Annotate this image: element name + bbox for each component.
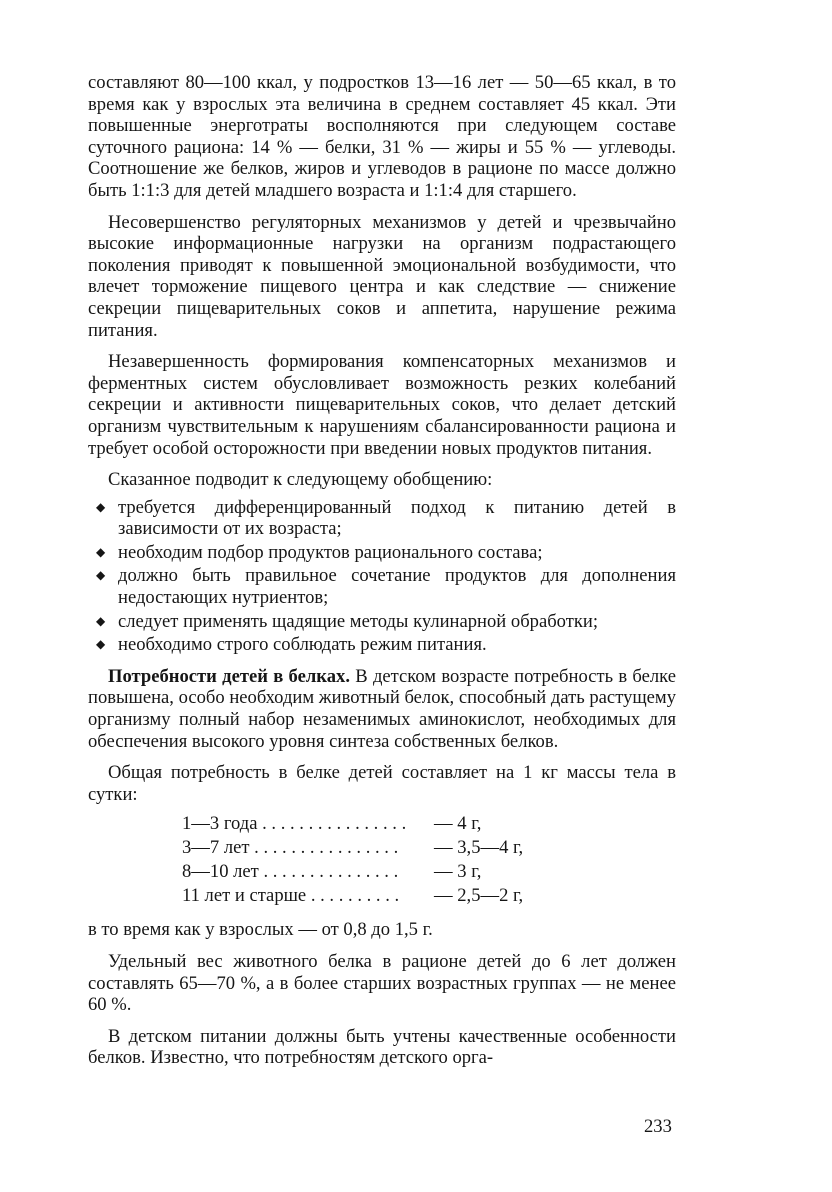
list-item: ◆ требуется дифференцированный подход к питанию детей в зависимости от их возраста; (96, 496, 676, 540)
paragraph-protein-needs: Потребности детей в белках. В детском возрасте потребность в белке повышена, особо необходим животный белок, способный дать растущему организму полный набор незаменимых аминокислот, необходимых для обеспечения высокого уровня синтеза собственных белков. (88, 665, 677, 752)
list-item: ◆ необходимо строго соблюдать режим питания. (96, 634, 487, 656)
summary-list (88, 497, 676, 656)
list-item: ◆ необходим подбор продуктов рационального состава; (96, 541, 543, 563)
paragraph-enzymes: Незавершенность формирования компенсаторных механизмов и ферментных систем обусловливает возможность резких колебаний секреции и активности пищеварительных соков, что делает детский организм чувствительным к нарушениям сбалансированности рациона и требует особой осторожности при введении новых продуктов питания. (88, 351, 676, 459)
table-row: 11 лет и старше . . . . . . . . . . — 2,5—2 г, (182, 885, 524, 907)
bullet-icon: ◆ (96, 613, 106, 628)
table-row: 1—3 года . . . . . . . . . . . . . . . . — 4 г, (182, 813, 482, 835)
page-body (88, 72, 676, 1069)
table-row: 3—7 лет . . . . . . . . . . . . . . . . — 3,5—4 г, (182, 837, 524, 859)
bullet-icon: ◆ (96, 568, 106, 583)
paragraph-quality: В детском питании должны быть учтены качественные особенности белков. Известно, что потребностям детского орга- (88, 1025, 676, 1069)
paragraph-energy: составляют 80—100 ккал, у подростков 13—16 лет — 50—65 ккал, в то время как у взрослых эта величина в среднем составляет 45 ккал. Эти повышенные энерготраты восполняются при следующем составе суточного рациона: 14 % — белки, 31 % — жиры и 55 % — углеводы. Соотношение же белков, жиров и углеводов в рационе по массе должно быть 1:1:3 для детей младшего возраста и 1:1:4 для старшего. (88, 72, 676, 201)
table-row: 8—10 лет . . . . . . . . . . . . . . . — 3 г, (182, 861, 482, 883)
bullet-icon: ◆ (96, 499, 106, 514)
list-item: ◆ должно быть правильное сочетание продуктов для дополнения недостающих нутриентов; (96, 565, 676, 609)
paragraph-protein-total: Общая потребность в белке детей составляет на 1 кг массы тела в сутки: (88, 762, 676, 805)
section-heading: Потребности детей в белках. (108, 665, 350, 687)
paragraph-summary-intro: Сказанное подводит к следующему обобщению: (108, 469, 493, 491)
bullet-icon: ◆ (96, 544, 106, 559)
page-number: 233 (644, 1116, 672, 1137)
bullet-icon: ◆ (96, 637, 106, 652)
paragraph-regulatory: Несовершенство регуляторных механизмов у детей и чрезвычайно высокие информационные нагрузки на организм подрастающего поколения приводят к повышенной эмоциональной возбудимости, что влечет торможение пищевого центра и как следствие — снижение секреции пищеварительных соков и аппетита, нарушение режима питания. (88, 211, 676, 341)
paragraph-adults: в то время как у взрослых — от 0,8 до 1,5 г. (88, 919, 433, 941)
protein-table (88, 813, 562, 909)
paragraph-animal-protein: Удельный вес животного белка в рационе детей до 6 лет должен составлять 65—70 %, а в более старших возрастных группах — не менее 60 %. (88, 951, 676, 1016)
list-item: ◆ следует применять щадящие методы кулинарной обработки; (96, 610, 598, 632)
